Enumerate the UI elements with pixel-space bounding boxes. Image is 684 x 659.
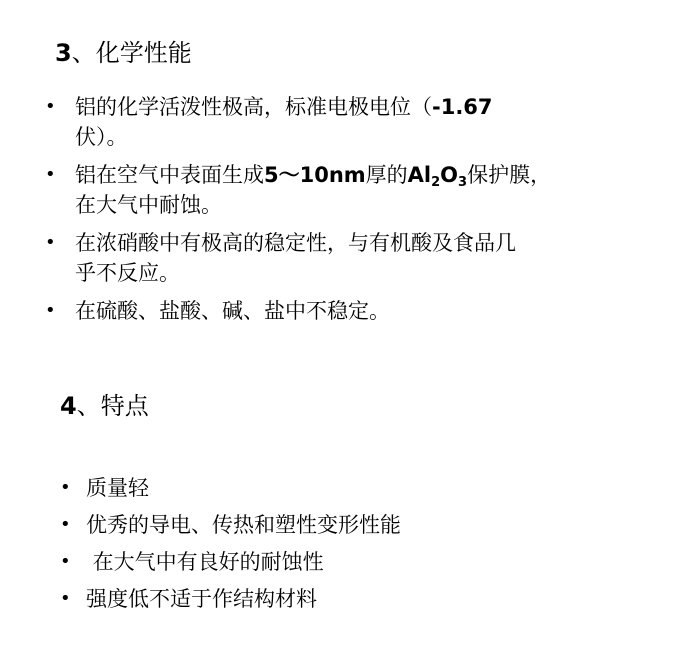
- section-3-number: 3: [55, 39, 72, 67]
- bullet-icon: •: [60, 514, 71, 535]
- section-4-separator: 、: [76, 392, 101, 420]
- list-item-text: 在浓硝酸中有极高的稳定性，与有机酸及食品几 乎不反应。: [75, 231, 516, 285]
- electrode-potential-value: -1.67: [432, 95, 493, 119]
- formula-o-subscript: 3: [458, 175, 468, 190]
- list-item: [45, 160, 645, 220]
- section-4-number: 4: [60, 392, 77, 420]
- list-item-text: 铝的化学活泼性极高，标准电极电位（-1.67 伏）。: [75, 95, 493, 149]
- list-item: [45, 296, 645, 326]
- bullet-icon: •: [45, 164, 56, 185]
- list-item-text: 铝在空气中表面生成5～10nm厚的$Al_2O_3$保护膜， 在大气中耐蚀。: [75, 163, 552, 217]
- section-3-list: [45, 92, 645, 334]
- list-item-text: 强度低不适于作结构材料: [86, 587, 317, 611]
- formula-o: O: [440, 163, 459, 187]
- list-item-text: 优秀的导电、传热和塑性变形性能: [86, 513, 401, 537]
- section-4-list: [60, 473, 660, 621]
- list-item: [60, 584, 660, 614]
- list-item: [60, 547, 660, 577]
- bullet-icon: •: [60, 588, 71, 609]
- bullet-icon: •: [45, 96, 56, 117]
- section-4-title: 特点: [100, 392, 149, 420]
- formula-al-subscript: 2: [431, 175, 441, 190]
- list-item: [45, 92, 645, 152]
- list-item-text: 质量轻: [86, 476, 149, 500]
- list-item: [60, 473, 660, 503]
- section-3-title: 化学性能: [95, 39, 192, 67]
- list-item-text: 在大气中有良好的耐蚀性: [86, 550, 324, 574]
- bullet-icon: •: [45, 232, 56, 253]
- formula-al: Al: [407, 163, 432, 187]
- bullet-icon: •: [60, 551, 71, 572]
- section-3-separator: 、: [71, 39, 96, 67]
- section-3-heading: [55, 38, 192, 68]
- bullet-icon: •: [60, 477, 71, 498]
- list-item-text: 在硫酸、盐酸、碱、盐中不稳定。: [75, 299, 390, 323]
- film-thickness-range: 5～10nm: [264, 163, 366, 187]
- section-4-heading: [60, 391, 149, 421]
- bullet-icon: •: [45, 300, 56, 321]
- list-item: [45, 228, 645, 288]
- list-item: [60, 510, 660, 540]
